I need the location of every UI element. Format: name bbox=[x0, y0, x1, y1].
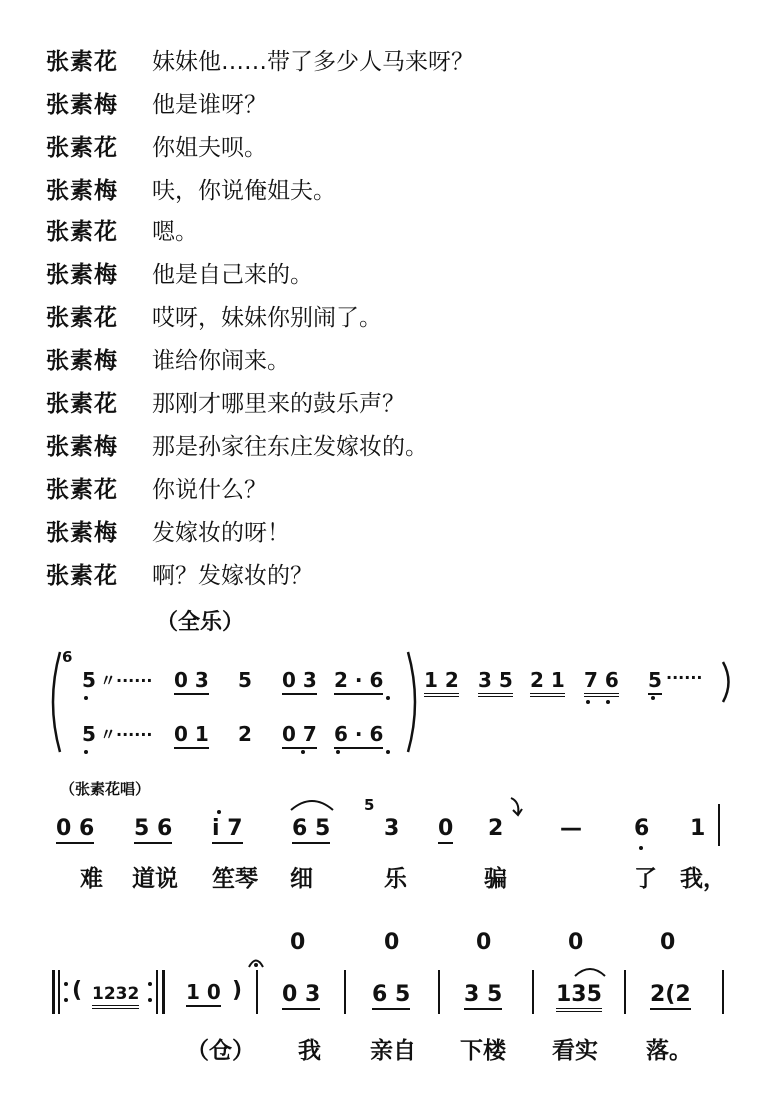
repeat-barline bbox=[52, 970, 55, 1014]
lyric: 我 bbox=[298, 1038, 321, 1064]
low-dot bbox=[336, 750, 340, 754]
speaker-name: 张素梅 bbox=[46, 92, 118, 118]
barline bbox=[718, 804, 720, 846]
left-paren-icon bbox=[44, 650, 64, 754]
speaker-name: 张素梅 bbox=[46, 434, 118, 460]
speaker-name: 张素梅 bbox=[46, 348, 118, 374]
dialogue-line bbox=[46, 513, 290, 553]
repeat-barline bbox=[156, 970, 158, 1014]
rest: 0 bbox=[660, 930, 676, 955]
speaker-name: 张素花 bbox=[46, 477, 118, 503]
repeat-dot bbox=[64, 998, 68, 1002]
note-group: 0 6 bbox=[56, 816, 94, 844]
dialogue-text: 啊？发嫁妆的？ bbox=[152, 563, 313, 589]
dialogue-line bbox=[46, 212, 198, 252]
dialogue-line bbox=[46, 384, 405, 424]
dialogue-line bbox=[46, 42, 474, 82]
rest: 0 bbox=[568, 930, 584, 955]
note-group: 2 1 bbox=[530, 668, 565, 697]
dialogue-line bbox=[46, 341, 290, 381]
dialogue-text: 呋，你说俺姐夫。 bbox=[152, 178, 336, 204]
low-dot bbox=[301, 750, 305, 754]
dialogue-text: 你姐夫呗。 bbox=[152, 135, 267, 161]
speaker-name: 张素梅 bbox=[46, 262, 118, 288]
dash: — bbox=[560, 816, 582, 841]
fermata-icon bbox=[246, 954, 266, 970]
note-group: 6 5 bbox=[372, 982, 410, 1010]
rest: 0 bbox=[476, 930, 492, 955]
barline bbox=[722, 970, 724, 1014]
barline bbox=[532, 970, 534, 1014]
lyric: 亲自 bbox=[370, 1038, 416, 1064]
dialogue-line bbox=[46, 171, 336, 211]
note: 2 bbox=[488, 816, 504, 841]
dialogue-text: 他是自己来的。 bbox=[152, 262, 313, 288]
note-group: 1232 bbox=[92, 984, 139, 1009]
lyric: 看实 bbox=[552, 1038, 598, 1064]
bend-arrow-icon bbox=[508, 796, 526, 818]
note-group: 2 · 6 bbox=[334, 668, 383, 695]
note-group: 1 2 bbox=[424, 668, 459, 697]
note-group: 0 3 bbox=[174, 668, 209, 695]
lyric: 我， bbox=[680, 866, 726, 892]
low-dot bbox=[586, 700, 590, 704]
dialogue-text: 谁给你闹来。 bbox=[152, 348, 290, 374]
note-group: 1 0 bbox=[186, 980, 221, 1007]
lyric: 落。 bbox=[646, 1038, 692, 1064]
dialogue-text: 嗯。 bbox=[152, 219, 198, 245]
dialogue-line bbox=[46, 556, 313, 596]
dialogue-line bbox=[46, 427, 428, 467]
repeat-dot bbox=[148, 982, 152, 986]
low-dot bbox=[386, 696, 390, 700]
rest: 0 bbox=[290, 930, 306, 955]
note: 0 bbox=[438, 816, 453, 844]
note-group: 0 3 bbox=[282, 982, 320, 1010]
note-group: 6 5 bbox=[292, 816, 330, 844]
note: 5 bbox=[238, 668, 252, 692]
dialogue-line bbox=[46, 85, 267, 125]
note: 5 bbox=[82, 668, 96, 692]
note: 3 bbox=[384, 816, 400, 841]
barline bbox=[624, 970, 626, 1014]
lyric: 了 bbox=[634, 866, 657, 892]
high-dot bbox=[217, 810, 221, 814]
note: 5 bbox=[82, 722, 96, 746]
low-dot bbox=[651, 696, 655, 700]
slur-icon bbox=[572, 964, 608, 978]
speaker-name: 张素花 bbox=[46, 219, 118, 245]
tremolo-mark: 〃······ bbox=[100, 671, 153, 690]
low-dot bbox=[84, 750, 88, 754]
dialogue-line bbox=[46, 470, 267, 510]
low-dot bbox=[606, 700, 610, 704]
note-group: i 7 bbox=[212, 816, 243, 844]
repeat-barline bbox=[58, 970, 60, 1014]
barline bbox=[438, 970, 440, 1014]
dialogue-text: 哎呀，妹妹你别闹了。 bbox=[152, 305, 382, 331]
note-group: 6 · 6 bbox=[334, 722, 383, 749]
low-dot bbox=[84, 696, 88, 700]
lyric: 难 bbox=[80, 866, 103, 892]
slur-icon bbox=[288, 796, 336, 812]
note-group: 0 1 bbox=[174, 722, 209, 749]
dialogue-text: 那是孙家往东庄发嫁妆的。 bbox=[152, 434, 428, 460]
barline bbox=[344, 970, 346, 1014]
barline bbox=[256, 970, 258, 1014]
tremolo-mark: 〃······ bbox=[100, 725, 153, 744]
continuation-dots: ······ bbox=[666, 668, 703, 687]
lyric: 乐 bbox=[384, 866, 407, 892]
speaker-name: 张素花 bbox=[46, 135, 118, 161]
dialogue-text: 他是谁呀？ bbox=[152, 92, 267, 118]
singer-label: （张素花唱） bbox=[60, 780, 151, 798]
speaker-name: 张素花 bbox=[46, 563, 118, 589]
speaker-name: 张素梅 bbox=[46, 178, 118, 204]
repeat-barline bbox=[162, 970, 165, 1014]
repeat-dot bbox=[148, 998, 152, 1002]
speaker-name: 张素花 bbox=[46, 49, 118, 75]
note-group: 7 6 bbox=[584, 668, 619, 697]
low-dot bbox=[386, 750, 390, 754]
note-group: 135 bbox=[556, 982, 602, 1012]
repeat-dot bbox=[64, 982, 68, 986]
lyric: 道说 bbox=[132, 866, 178, 892]
lyric: 骗 bbox=[484, 866, 507, 892]
lyric: （仓） bbox=[186, 1038, 255, 1064]
rest: 0 bbox=[384, 930, 400, 955]
note-group: 0 7 bbox=[282, 722, 317, 749]
open-paren: ( bbox=[72, 978, 83, 1003]
dialogue-text: 妹妹他……带了多少人马来呀？ bbox=[152, 49, 474, 75]
dialogue-line bbox=[46, 298, 382, 338]
right-paren-icon bbox=[404, 650, 424, 754]
close-paren-icon bbox=[720, 660, 736, 704]
note-group: 0 3 bbox=[282, 668, 317, 695]
note: 6 bbox=[634, 816, 650, 841]
orchestra-label: （全乐） bbox=[156, 610, 245, 635]
note-group: 2(2 bbox=[650, 982, 691, 1010]
speaker-name: 张素花 bbox=[46, 391, 118, 417]
speaker-name: 张素梅 bbox=[46, 520, 118, 546]
lyric: 下楼 bbox=[460, 1038, 506, 1064]
dialogue-line bbox=[46, 255, 313, 295]
grace-note: 6 bbox=[62, 648, 73, 666]
note: 5 bbox=[648, 668, 662, 695]
note: 2 bbox=[238, 722, 252, 746]
note-group: 5 6 bbox=[134, 816, 172, 844]
dialogue-text: 你说什么？ bbox=[152, 477, 267, 503]
dialogue-text: 那刚才哪里来的鼓乐声？ bbox=[152, 391, 405, 417]
note-group: 3 5 bbox=[478, 668, 513, 697]
dialogue-text: 发嫁妆的呀！ bbox=[152, 520, 290, 546]
note-group: 3 5 bbox=[464, 982, 502, 1010]
lyric: 笙琴 bbox=[212, 866, 258, 892]
note: 1 bbox=[690, 816, 706, 841]
low-dot bbox=[639, 846, 643, 850]
close-paren: ) bbox=[232, 978, 243, 1003]
grace-note: 5 bbox=[364, 796, 375, 814]
dialogue-line bbox=[46, 128, 267, 168]
lyric: 细 bbox=[290, 866, 313, 892]
speaker-name: 张素花 bbox=[46, 305, 118, 331]
